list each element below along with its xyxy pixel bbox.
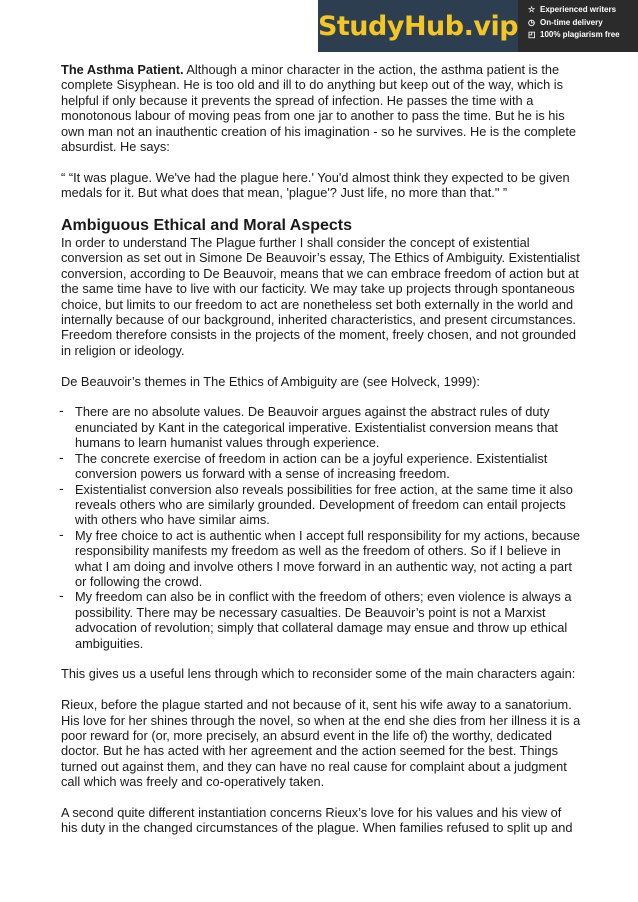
- clock-icon: ◷: [528, 17, 535, 27]
- bullet-dash: -: [59, 402, 64, 419]
- asthma-patient-paragraph: [61, 62, 581, 154]
- perk-plagiarism-free: [528, 29, 638, 42]
- list-item: - My free choice to act is authentic when I accept full responsibility for my actions, because responsibility manifests my freedom as well as the freedom of others. So if I believe in what I am doing and involve others I move forward in an authentic way, not acting a part or following the crowd.: [59, 525, 581, 589]
- perk-experienced-writers: [528, 4, 638, 17]
- bullet-dash: -: [59, 525, 64, 542]
- list-item: - Existentialist conversion also reveals possibilities for free action, at the same time it also reveals others who are similarly grounded. Development of freedom can entail projects with others who have similar aims.: [59, 479, 573, 528]
- rieux-paragraph: Rieux, before the plague started and not because of it, sent his wife away to a sanatorium. His love for her shines through the novel, so when at the end she dies from her illness it is a poor reward for (or, more precisely, an absurd event in the life of) the worthy, dedicated doctor. But he has acted with her agreement and the action seemed for the best. Things turned out against them, and they can have no real cause for complaint about a judgment call which was freely and co-operatively taken.: [61, 697, 581, 790]
- document-icon: ◰: [528, 30, 536, 39]
- paragraph-title: The Asthma Patient.: [61, 62, 184, 77]
- list-item: - The concrete exercise of freedom in action can be a joyful experience. Existentialist conversion powers us forward with a sense of increasing freedom.: [59, 448, 548, 482]
- perk-on-time-delivery: [528, 17, 638, 30]
- perk-label: Experienced writers: [540, 5, 617, 14]
- bullet-dash: -: [59, 448, 64, 465]
- bullet-dash: -: [59, 479, 64, 496]
- perk-label: On-time delivery: [540, 17, 603, 27]
- studyhub-logo[interactable]: StudyHub.vip: [318, 0, 518, 52]
- lens-paragraph: This gives us a useful lens through which to reconsider some of the main characters again:: [61, 666, 576, 682]
- existential-conversion-paragraph: In order to understand The Plague further I shall consider the concept of existential conversion as set out in Simone De Beauvoir’s essay, The Ethics of Ambiguity. Existentialist conversion, according to De Beauvoir, means that we can embrace freedom of action but at the same time have to live with our facticity. We may take up projects through spontaneous choice, but limits to our freedom to act are nonetheless set both externally in the world and internally because of our background, inherited characteristics, and present circumstances. Freedom therefore consists in the projects of the moment, freely chosen, and not grounded in religion or ideology.: [61, 235, 580, 358]
- section-heading: Ambiguous Ethical and Moral Aspects: [61, 217, 353, 235]
- themes-intro-paragraph: De Beauvoir’s themes in The Ethics of Ambiguity are (see Holveck, 1999):: [61, 373, 480, 389]
- perks-list: [518, 0, 638, 52]
- paragraph-text: Although a minor character in the action, the asthma patient is the complete Sisyphean. He is too old and ill to do anything but keep out of the way, which is helpful if only because it prevents the spread of infection. He passes the time with a monotonous labour of moving peas from one jar to another to pass the time. But he is his own man not an inauthentic creation of his imagination - so he survives. He is the complete absurdist. He says:: [61, 62, 576, 155]
- instantiation-paragraph: A second quite different instantiation concerns Rieux’s love for his values and his view of his duty in the changed circumstances of the plague. When families refused to split up and: [61, 804, 573, 836]
- studyhub-banner[interactable]: [318, 0, 638, 52]
- quote-paragraph: “ “It was plague. We've had the plague here.' You'd almost think they expected to be given medals for it. But what does that mean, 'plague'? Just life, no more than that." ”: [61, 169, 570, 201]
- list-item: - There are no absolute values. De Beauvoir argues against the abstract rules of duty enunciated by Kant in the categorical imperative. Existentialist conversion means that humans to learn humanist values through experience.: [59, 402, 558, 451]
- themes-list: [61, 404, 581, 651]
- bullet-dash: -: [59, 587, 64, 604]
- star-icon: ☆: [528, 5, 536, 14]
- document-body: [61, 62, 581, 836]
- list-item: - My freedom can also be in conflict with the freedom of others; even violence is always a possibility. There may be necessary casualties. De Beauvoir’s point is not a Marxist advocation of revolution; simply that collateral damage may ensue and throw up ethical ambiguities.: [59, 587, 572, 651]
- perk-label: 100% plagiarism free: [540, 30, 620, 39]
